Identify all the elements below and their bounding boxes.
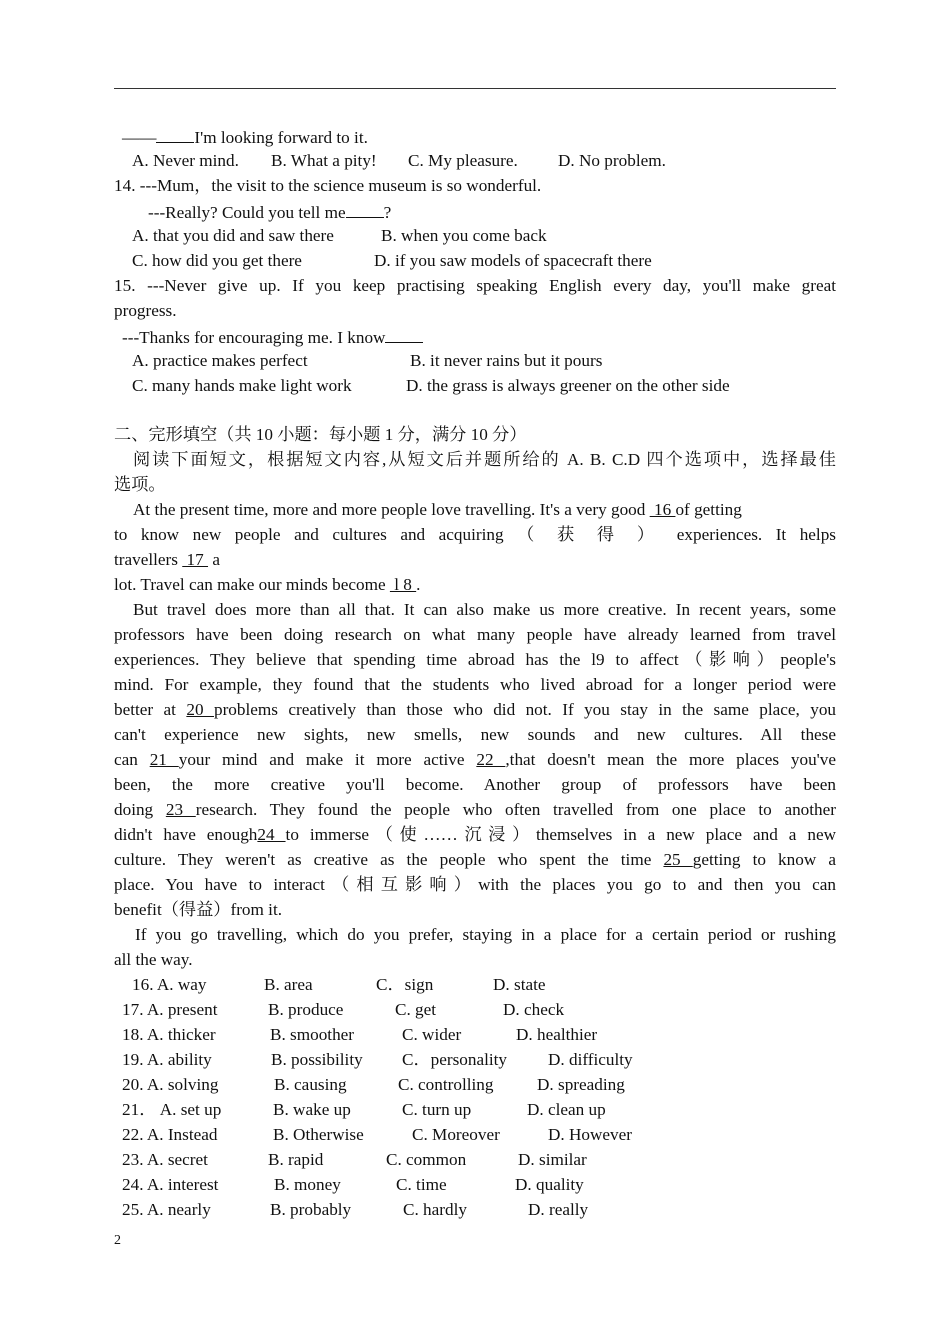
choice-17-d: D. check: [503, 1000, 565, 1019]
q13-option-d: D. No problem.: [558, 151, 666, 170]
choice-16-b: B. area: [264, 975, 313, 994]
passage-line: professors have been doing research on what many people have already learned from travel: [114, 625, 836, 644]
q15-option-a: A. practice makes perfect: [132, 351, 308, 370]
passage-line: doing 23 research. They found the people who often travelled from one place to another: [114, 800, 837, 819]
q14-option-b: B. when you come back: [381, 226, 547, 245]
choice-18-a: 18. A. thicker: [122, 1025, 216, 1044]
choice-21-c: C. turn up: [402, 1100, 472, 1119]
choice-17-b: B. produce: [268, 1000, 344, 1019]
section2-heading: 二、完形填空（共 10 小题：每小题 1 分，满分 10 分）: [114, 425, 527, 444]
passage-line: culture. They weren't as creative as the people who spent the time 25 getting to know a: [114, 850, 836, 869]
q15-line2: progress.: [114, 301, 177, 320]
passage-line: travellers 17 a: [114, 550, 220, 569]
q14-line2: ---Really? Could you tell me ?: [148, 200, 391, 224]
q14-option-d: D. if you saw models of spacecraft there: [374, 251, 652, 270]
passage-line: benefit（得益）from it.: [114, 900, 283, 919]
passage-line: experiences. They believe that spending time abroad has the l9 to affect（影响）people's: [114, 650, 836, 669]
passage-line: been, the more creative you'll become. Another group of professors have been: [114, 775, 836, 794]
q13-option-c: C. My pleasure.: [408, 151, 518, 170]
passage-line: to know new people and cultures and acquiring （ 获 得 ） experiences. It helps: [114, 525, 836, 544]
choice-19-b: B. possibility: [271, 1050, 363, 1069]
section2-instruction-line1: 阅读下面短文，根据短文内容,从短文后并题所给的 A. B. C.D 四个选项中，选择最佳: [133, 450, 836, 469]
section2-instruction-line2: 选项。: [114, 475, 166, 494]
choice-18-c: C. wider: [402, 1025, 462, 1044]
q15-blank: [385, 325, 423, 343]
blank-22: 22: [476, 750, 506, 769]
q14-line1: 14. ---Mum，the visit to the science museum is so wonderful.: [114, 176, 542, 195]
choice-22-c: C. Moreover: [412, 1125, 500, 1144]
choice-17-c: C. get: [395, 1000, 437, 1019]
page-number: 2: [114, 1233, 121, 1248]
choice-25-c: C. hardly: [403, 1200, 467, 1219]
choice-20-d: D. spreading: [537, 1075, 625, 1094]
blank-18: l 8: [389, 575, 417, 594]
q15-option-b: B. it never rains but it pours: [410, 351, 603, 370]
choice-18-b: B. smoother: [270, 1025, 355, 1044]
choice-16-c: C．sign: [376, 975, 434, 994]
blank-19: l9: [591, 650, 605, 669]
passage-line: But travel does more than all that. It can also make us more creative. In recent years, some: [133, 600, 836, 619]
q15-line1: 15. ---Never give up. If you keep practising speaking English every day, you'll make great: [114, 276, 836, 295]
blank-21: 21: [149, 750, 179, 769]
choice-16-d: D. state: [493, 975, 546, 994]
passage-line: better at 20 problems creatively than those who did not. If you stay in the same place, you: [114, 700, 837, 719]
choice-20-c: C. controlling: [398, 1075, 494, 1094]
choice-19-c: C．personality: [402, 1050, 508, 1069]
blank-17: 17: [182, 550, 209, 569]
q13-blank: [156, 125, 194, 143]
q14-option-c: C. how did you get there: [132, 251, 302, 270]
choice-22-b: B. Otherwise: [273, 1125, 364, 1144]
q13-option-a: A. Never mind.: [132, 151, 239, 170]
choice-23-c: C. common: [386, 1150, 467, 1169]
choice-20-b: B. causing: [274, 1075, 347, 1094]
q14-blank: [346, 200, 384, 218]
q14-option-a: A. that you did and saw there: [132, 226, 334, 245]
passage-line: If you go travelling, which do you prefer, staying in a place for a certain period or rushing: [135, 925, 836, 944]
passage-line: mind. For example, they found that the students who lived abroad for a longer period were: [114, 675, 836, 694]
choice-16-a: 16. A. way: [132, 975, 207, 994]
choice-23-a: 23. A. secret: [122, 1150, 208, 1169]
choice-24-b: B. money: [274, 1175, 341, 1194]
choice-17-a: 17. A. present: [122, 1000, 218, 1019]
choice-25-b: B. probably: [270, 1200, 352, 1219]
q15-option-d: D. the grass is always greener on the other side: [406, 376, 730, 395]
passage-line: didn't have enough24 to immerse（使……沉浸）themselves in a new place and a new: [114, 825, 837, 844]
blank-23: 23: [165, 800, 196, 819]
passage-line: At the present time, more and more people love travelling. It's a very good 16 of getting: [133, 500, 742, 519]
q13-prompt: —— I'm looking forward to it.: [122, 125, 368, 149]
passage-line: can't experience new sights, new smells, new sounds and new cultures. All these: [114, 725, 836, 744]
choice-18-d: D. healthier: [516, 1025, 598, 1044]
choice-21-d: D. clean up: [527, 1100, 606, 1119]
choice-23-b: B. rapid: [268, 1150, 324, 1169]
choice-24-d: D. quality: [515, 1175, 584, 1194]
header-rule: [114, 88, 836, 89]
choice-21-b: B. wake up: [273, 1100, 351, 1119]
choice-25-d: D. really: [528, 1200, 589, 1219]
choice-22-d: D. However: [548, 1125, 632, 1144]
passage-line: lot. Travel can make our minds become l 8 .: [114, 575, 421, 594]
blank-24: 24: [257, 825, 286, 844]
q15-option-c: C. many hands make light work: [132, 376, 352, 395]
blank-16: 16: [649, 500, 676, 519]
choice-24-a: 24. A. interest: [122, 1175, 219, 1194]
passage-line: place. You have to interact（相互影响）with the places you go to and then you can: [114, 875, 836, 894]
passage-line: all the way.: [114, 950, 193, 969]
choice-19-a: 19. A. ability: [122, 1050, 212, 1069]
choice-19-d: D. difficulty: [548, 1050, 633, 1069]
choice-25-a: 25. A. nearly: [122, 1200, 211, 1219]
choice-22-a: 22. A. Instead: [122, 1125, 218, 1144]
blank-20: 20: [186, 700, 214, 719]
blank-25: 25: [663, 850, 693, 869]
choice-23-d: D. similar: [518, 1150, 587, 1169]
choice-21-a: 21． A. set up: [122, 1100, 222, 1119]
choice-20-a: 20. A. solving: [122, 1075, 219, 1094]
choice-24-c: C. time: [396, 1175, 447, 1194]
passage-line: can 21 your mind and make it more active 22 ,that doesn't mean the more places you've: [114, 750, 837, 769]
q13-option-b: B. What a pity!: [271, 151, 377, 170]
q15-line3: ---Thanks for encouraging me. I know: [122, 325, 423, 349]
